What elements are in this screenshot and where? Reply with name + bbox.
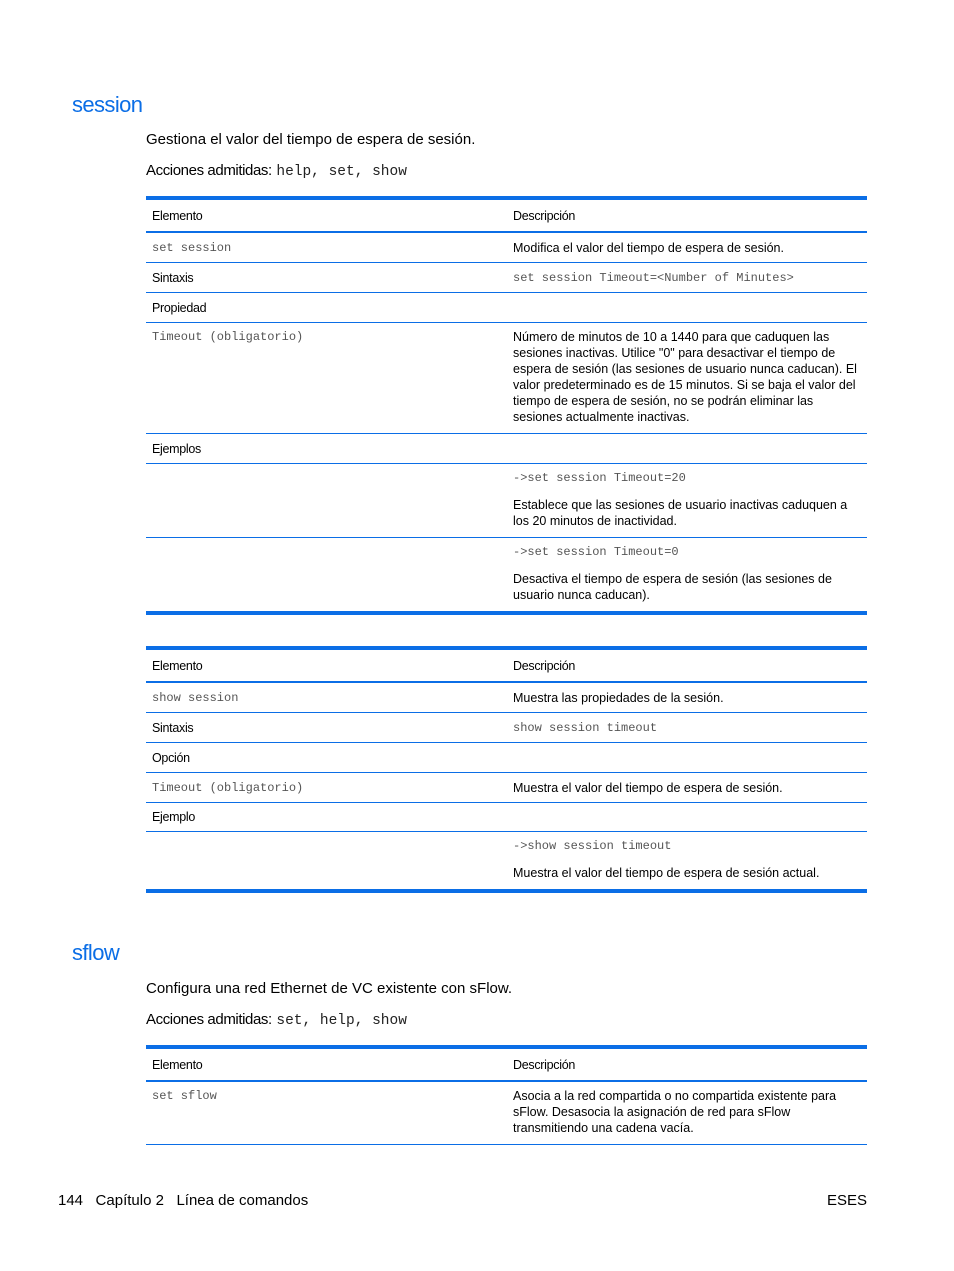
session-actions [146,162,407,180]
table-row [146,434,867,464]
section-title-sflow: sflow [72,940,120,965]
example-cell [507,832,867,892]
syntax-value: show session timeout [513,720,658,735]
empty-cell [507,293,867,323]
syntax-value: set session Timeout=<Number of Minutes> [513,270,794,285]
table-row [146,293,867,323]
chapter-title: Línea de comandos [176,1192,309,1209]
example-command: ->set session Timeout=20 [513,471,686,485]
table-row [146,832,867,892]
empty-cell [146,832,507,892]
syntax-label: Sintaxis [152,720,194,735]
command-cell: set session [152,240,232,255]
empty-cell [507,743,867,773]
actions-values: set, help, show [276,1013,407,1029]
example-desc: Desactiva el tiempo de espera de sesión (las sesiones de usuario nunca caducan). [513,572,832,602]
syntax-label: Sintaxis [152,270,194,285]
command-cell: set sflow [152,1089,217,1103]
table-row [146,323,867,434]
property-label: Propiedad [152,300,207,315]
table-show-session [146,646,867,893]
page-number: 144 [58,1192,84,1209]
actions-values: help, set, show [276,164,407,180]
col-header-description: Descripción [513,658,576,673]
command-cell: show session [152,690,239,705]
table-row [146,464,867,538]
property-desc: Número de minutos de 10 a 1440 para que caduquen las sesiones inactivas. Utilice "0" para desactivar el tiempo de espera de sesión (las sesiones de usuario nunca caducan). El valor predeterminado es de 15 minutos. Si se baja el valor del tiempo de espera de sesión, no se podrán eliminar las sesiones actualmente inactivas. [513,330,857,424]
empty-cell [507,434,867,464]
example-label: Ejemplo [152,810,196,824]
example-command: ->show session timeout [513,839,672,853]
example-cell [507,464,867,538]
sflow-actions [146,1011,407,1029]
option-desc: Muestra el valor del tiempo de espera de sesión. [513,780,783,795]
table-row [146,713,867,743]
session-intro: Gestiona el valor del tiempo de espera de sesión. [146,131,476,148]
table-header-row [146,198,867,232]
examples-label: Ejemplos [152,441,202,456]
command-desc-cell: Muestra las propiedades de la sesión. [513,690,724,705]
command-desc-cell: Asocia a la red compartida o no compartida existente para sFlow. Desasocia la asignación de red para sFlow transmitiendo una cadena vacía. [513,1089,837,1135]
section-title-session: session [72,92,143,117]
col-header-description: Descripción [513,208,576,223]
page-footer-left [58,1192,308,1209]
col-header-element: Elemento [152,658,203,673]
chapter-label: Capítulo 2 [95,1192,164,1209]
example-desc: Establece que las sesiones de usuario inactivas caduquen a los 20 minutos de inactividad. [513,498,848,528]
option-label: Opción [152,750,190,765]
sflow-intro: Configura una red Ethernet de VC existente con sFlow. [146,980,513,997]
col-header-element: Elemento [152,208,203,223]
table-row [146,538,867,614]
table-row [146,773,867,803]
empty-cell [146,464,507,538]
table-set-sflow [146,1045,867,1145]
table-row [146,743,867,773]
empty-cell [146,538,507,614]
actions-separator: : [268,162,277,179]
col-header-description: Descripción [513,1057,576,1072]
option-name: Timeout (obligatorio) [152,780,304,795]
table-set-session [146,196,867,615]
table-row [146,232,867,263]
actions-label: Acciones admitidas [146,1011,269,1028]
command-desc-cell: Modifica el valor del tiempo de espera de sesión. [513,240,784,255]
example-command: ->set session Timeout=0 [513,545,679,559]
empty-cell [507,803,867,832]
col-header-element: Elemento [152,1057,203,1072]
table-row [146,682,867,713]
example-desc: Muestra el valor del tiempo de espera de sesión actual. [513,866,820,880]
table-row [146,1081,867,1145]
table-row [146,263,867,293]
example-cell [507,538,867,614]
language-code: ESES [826,1192,867,1209]
table-header-row [146,1047,867,1081]
property-name: Timeout (obligatorio) [152,330,304,344]
table-header-row [146,648,867,682]
actions-label: Acciones admitidas [146,162,269,179]
table-row [146,803,867,832]
actions-separator: : [268,1011,277,1028]
